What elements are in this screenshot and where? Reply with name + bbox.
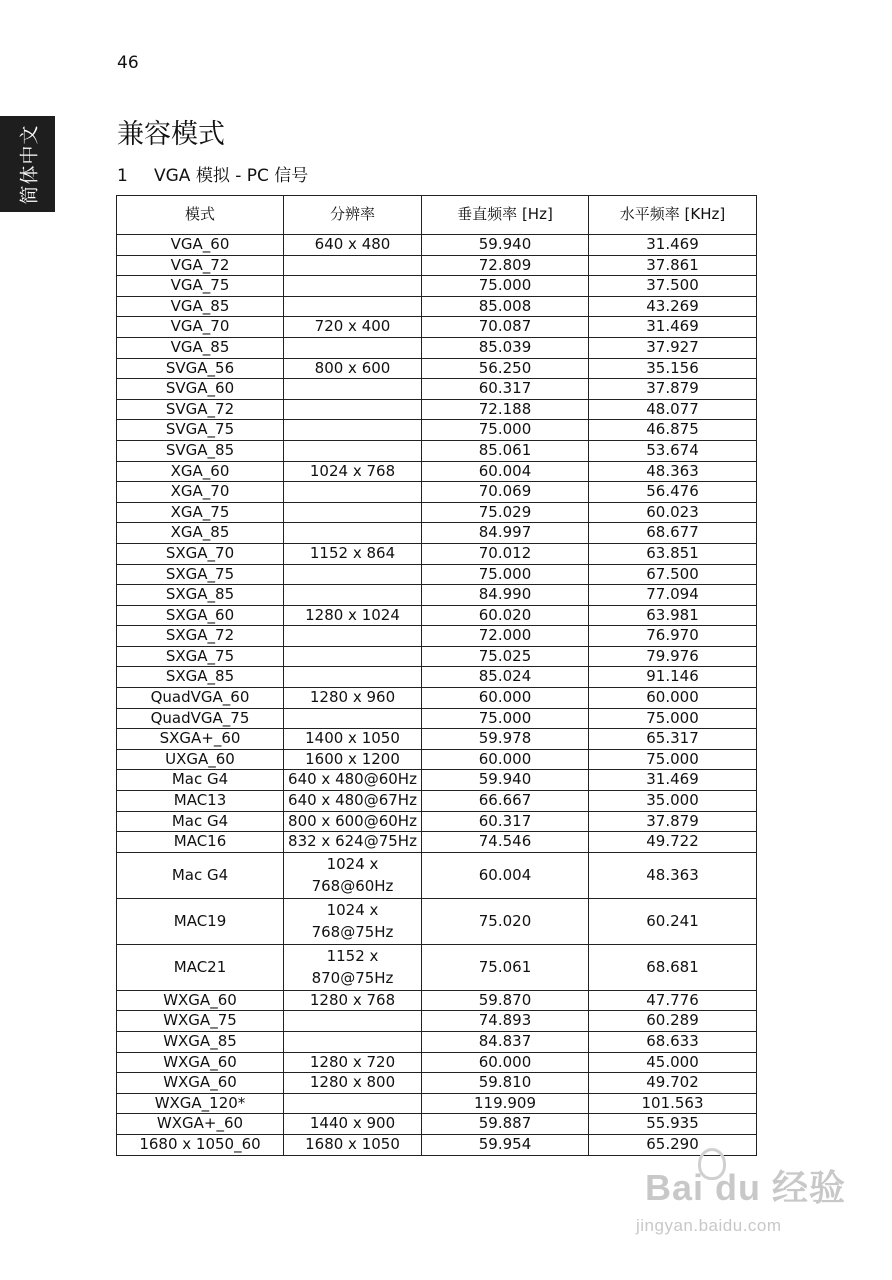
cell-horizontal-frequency: 47.776 bbox=[589, 990, 757, 1011]
cell-resolution bbox=[284, 379, 422, 400]
cell-resolution: 1280 x 768 bbox=[284, 990, 422, 1011]
cell-resolution: 1024 x 768 bbox=[284, 461, 422, 482]
table-row bbox=[117, 543, 757, 564]
cell-mode: SXGA_75 bbox=[117, 646, 284, 667]
cell-mode: WXGA_60 bbox=[117, 1073, 284, 1094]
cell-vertical-frequency: 60.317 bbox=[422, 811, 589, 832]
cell-mode: SVGA_60 bbox=[117, 379, 284, 400]
cell-resolution: 1280 x 720 bbox=[284, 1052, 422, 1073]
cell-horizontal-frequency: 49.722 bbox=[589, 832, 757, 853]
table-row bbox=[117, 358, 757, 379]
cell-horizontal-frequency: 75.000 bbox=[589, 749, 757, 770]
cell-vertical-frequency: 85.024 bbox=[422, 667, 589, 688]
resolution-line-2: 870@75Hz bbox=[311, 969, 394, 988]
cell-horizontal-frequency: 76.970 bbox=[589, 626, 757, 647]
cell-vertical-frequency: 60.020 bbox=[422, 605, 589, 626]
subsection-number: 1 bbox=[117, 166, 128, 186]
table-row bbox=[117, 1032, 757, 1053]
cell-vertical-frequency: 85.061 bbox=[422, 440, 589, 461]
table-row bbox=[117, 852, 757, 898]
table-row bbox=[117, 708, 757, 729]
cell-horizontal-frequency: 48.077 bbox=[589, 399, 757, 420]
cell-resolution: 720 x 400 bbox=[284, 317, 422, 338]
cell-vertical-frequency: 60.000 bbox=[422, 749, 589, 770]
cell-mode: SXGA+_60 bbox=[117, 729, 284, 750]
cell-resolution: 800 x 600 bbox=[284, 358, 422, 379]
resolution-line-1: 1024 x bbox=[326, 900, 379, 919]
cell-horizontal-frequency: 67.500 bbox=[589, 564, 757, 585]
cell-resolution bbox=[284, 440, 422, 461]
cell-mode: SXGA_75 bbox=[117, 564, 284, 585]
cell-mode: SVGA_75 bbox=[117, 420, 284, 441]
subsection-heading bbox=[117, 161, 308, 186]
table-row bbox=[117, 317, 757, 338]
table-row bbox=[117, 1093, 757, 1114]
table-row bbox=[117, 832, 757, 853]
subsection-title: VGA 模拟 - PC 信号 bbox=[154, 166, 309, 186]
cell-resolution: 640 x 480@67Hz bbox=[284, 791, 422, 812]
table-row bbox=[117, 482, 757, 503]
cell-vertical-frequency: 84.837 bbox=[422, 1032, 589, 1053]
cell-vertical-frequency: 75.000 bbox=[422, 420, 589, 441]
cell-vertical-frequency: 59.887 bbox=[422, 1114, 589, 1135]
cell-vertical-frequency: 84.990 bbox=[422, 585, 589, 606]
cell-mode: VGA_70 bbox=[117, 317, 284, 338]
cell-horizontal-frequency: 37.500 bbox=[589, 276, 757, 297]
cell-vertical-frequency: 59.954 bbox=[422, 1134, 589, 1155]
cell-resolution bbox=[284, 1011, 422, 1032]
cell-horizontal-frequency: 35.156 bbox=[589, 358, 757, 379]
cell-vertical-frequency: 59.810 bbox=[422, 1073, 589, 1094]
cell-horizontal-frequency: 68.633 bbox=[589, 1032, 757, 1053]
compatibility-table bbox=[116, 195, 757, 1156]
table-row bbox=[117, 337, 757, 358]
cell-mode: Mac G4 bbox=[117, 852, 284, 898]
cell-vertical-frequency: 59.870 bbox=[422, 990, 589, 1011]
cell-horizontal-frequency: 79.976 bbox=[589, 646, 757, 667]
table-row bbox=[117, 420, 757, 441]
table-row bbox=[117, 898, 757, 944]
cell-resolution bbox=[284, 585, 422, 606]
cell-horizontal-frequency: 49.702 bbox=[589, 1073, 757, 1094]
cell-resolution bbox=[284, 944, 422, 990]
table-row bbox=[117, 646, 757, 667]
cell-vertical-frequency: 85.008 bbox=[422, 296, 589, 317]
cell-resolution: 1152 x 864 bbox=[284, 543, 422, 564]
cell-horizontal-frequency: 53.674 bbox=[589, 440, 757, 461]
cell-resolution bbox=[284, 276, 422, 297]
cell-mode: VGA_75 bbox=[117, 276, 284, 297]
cell-vertical-frequency: 70.069 bbox=[422, 482, 589, 503]
table-row bbox=[117, 1011, 757, 1032]
cell-vertical-frequency: 72.000 bbox=[422, 626, 589, 647]
cell-vertical-frequency: 60.317 bbox=[422, 379, 589, 400]
cell-mode: WXGA_60 bbox=[117, 990, 284, 1011]
cell-mode: WXGA_120* bbox=[117, 1093, 284, 1114]
cell-resolution: 800 x 600@60Hz bbox=[284, 811, 422, 832]
cell-resolution: 1280 x 960 bbox=[284, 688, 422, 709]
cell-mode: WXGA+_60 bbox=[117, 1114, 284, 1135]
cell-mode: UXGA_60 bbox=[117, 749, 284, 770]
cell-horizontal-frequency: 31.469 bbox=[589, 770, 757, 791]
cell-resolution bbox=[284, 482, 422, 503]
cell-resolution bbox=[284, 1093, 422, 1114]
cell-vertical-frequency: 66.667 bbox=[422, 791, 589, 812]
cell-resolution: 1280 x 1024 bbox=[284, 605, 422, 626]
cell-horizontal-frequency: 65.290 bbox=[589, 1134, 757, 1155]
cell-mode: SVGA_72 bbox=[117, 399, 284, 420]
cell-resolution: 1600 x 1200 bbox=[284, 749, 422, 770]
cell-mode: 1680 x 1050_60 bbox=[117, 1134, 284, 1155]
cell-horizontal-frequency: 37.879 bbox=[589, 379, 757, 400]
cell-resolution bbox=[284, 502, 422, 523]
baidu-jingyan-watermark bbox=[636, 1146, 846, 1242]
table-row bbox=[117, 791, 757, 812]
table-row bbox=[117, 502, 757, 523]
table-row bbox=[117, 564, 757, 585]
cell-vertical-frequency: 56.250 bbox=[422, 358, 589, 379]
cell-vertical-frequency: 75.000 bbox=[422, 564, 589, 585]
resolution-line-1: 1152 x bbox=[326, 946, 379, 965]
cell-horizontal-frequency: 35.000 bbox=[589, 791, 757, 812]
cell-horizontal-frequency: 45.000 bbox=[589, 1052, 757, 1073]
section-title: 兼容模式 bbox=[117, 119, 225, 150]
table-row bbox=[117, 440, 757, 461]
cell-vertical-frequency: 85.039 bbox=[422, 337, 589, 358]
header-resolution: 分辨率 bbox=[284, 196, 422, 235]
cell-resolution bbox=[284, 255, 422, 276]
cell-resolution: 640 x 480@60Hz bbox=[284, 770, 422, 791]
cell-vertical-frequency: 75.029 bbox=[422, 502, 589, 523]
cell-mode: VGA_72 bbox=[117, 255, 284, 276]
cell-resolution: 640 x 480 bbox=[284, 235, 422, 256]
cell-horizontal-frequency: 60.241 bbox=[589, 898, 757, 944]
cell-horizontal-frequency: 68.677 bbox=[589, 523, 757, 544]
cell-horizontal-frequency: 60.000 bbox=[589, 688, 757, 709]
table-header-row bbox=[117, 196, 757, 235]
cell-vertical-frequency: 75.061 bbox=[422, 944, 589, 990]
table-row bbox=[117, 990, 757, 1011]
cell-vertical-frequency: 75.025 bbox=[422, 646, 589, 667]
cell-vertical-frequency: 74.893 bbox=[422, 1011, 589, 1032]
cell-horizontal-frequency: 60.023 bbox=[589, 502, 757, 523]
cell-mode: SXGA_72 bbox=[117, 626, 284, 647]
table-row bbox=[117, 296, 757, 317]
cell-resolution: 1400 x 1050 bbox=[284, 729, 422, 750]
cell-horizontal-frequency: 31.469 bbox=[589, 235, 757, 256]
cell-vertical-frequency: 84.997 bbox=[422, 523, 589, 544]
cell-vertical-frequency: 59.940 bbox=[422, 235, 589, 256]
cell-mode: SXGA_70 bbox=[117, 543, 284, 564]
cell-horizontal-frequency: 77.094 bbox=[589, 585, 757, 606]
cell-resolution bbox=[284, 708, 422, 729]
cell-horizontal-frequency: 43.269 bbox=[589, 296, 757, 317]
cell-vertical-frequency: 119.909 bbox=[422, 1093, 589, 1114]
cell-mode: VGA_60 bbox=[117, 235, 284, 256]
cell-vertical-frequency: 74.546 bbox=[422, 832, 589, 853]
cell-horizontal-frequency: 101.563 bbox=[589, 1093, 757, 1114]
cell-vertical-frequency: 60.000 bbox=[422, 1052, 589, 1073]
cell-vertical-frequency: 75.020 bbox=[422, 898, 589, 944]
cell-vertical-frequency: 59.978 bbox=[422, 729, 589, 750]
table-row bbox=[117, 276, 757, 297]
table-row bbox=[117, 585, 757, 606]
table-row bbox=[117, 1114, 757, 1135]
cell-resolution: 1280 x 800 bbox=[284, 1073, 422, 1094]
cell-mode: SXGA_85 bbox=[117, 667, 284, 688]
cell-mode: XGA_70 bbox=[117, 482, 284, 503]
cell-horizontal-frequency: 91.146 bbox=[589, 667, 757, 688]
cell-horizontal-frequency: 37.927 bbox=[589, 337, 757, 358]
header-mode: 模式 bbox=[117, 196, 284, 235]
language-side-tab bbox=[0, 116, 55, 212]
cell-resolution bbox=[284, 523, 422, 544]
cell-mode: MAC21 bbox=[117, 944, 284, 990]
watermark-logo: Bai du 经验 bbox=[644, 1167, 846, 1208]
table-row bbox=[117, 770, 757, 791]
table-row bbox=[117, 255, 757, 276]
table-row bbox=[117, 235, 757, 256]
cell-resolution: 1680 x 1050 bbox=[284, 1134, 422, 1155]
cell-mode: SVGA_56 bbox=[117, 358, 284, 379]
table-row bbox=[117, 688, 757, 709]
cell-vertical-frequency: 59.940 bbox=[422, 770, 589, 791]
cell-horizontal-frequency: 55.935 bbox=[589, 1114, 757, 1135]
cell-resolution bbox=[284, 852, 422, 898]
table-row bbox=[117, 605, 757, 626]
cell-vertical-frequency: 70.012 bbox=[422, 543, 589, 564]
cell-mode: MAC16 bbox=[117, 832, 284, 853]
table-row bbox=[117, 523, 757, 544]
header-vertical-frequency: 垂直频率 [Hz] bbox=[422, 196, 589, 235]
cell-mode: SXGA_85 bbox=[117, 585, 284, 606]
cell-resolution bbox=[284, 564, 422, 585]
cell-horizontal-frequency: 68.681 bbox=[589, 944, 757, 990]
cell-horizontal-frequency: 65.317 bbox=[589, 729, 757, 750]
cell-resolution bbox=[284, 646, 422, 667]
cell-horizontal-frequency: 48.363 bbox=[589, 461, 757, 482]
cell-horizontal-frequency: 37.861 bbox=[589, 255, 757, 276]
cell-horizontal-frequency: 63.851 bbox=[589, 543, 757, 564]
cell-horizontal-frequency: 75.000 bbox=[589, 708, 757, 729]
cell-vertical-frequency: 70.087 bbox=[422, 317, 589, 338]
table-row bbox=[117, 1052, 757, 1073]
cell-mode: Mac G4 bbox=[117, 811, 284, 832]
cell-resolution bbox=[284, 1032, 422, 1053]
cell-resolution bbox=[284, 667, 422, 688]
cell-horizontal-frequency: 48.363 bbox=[589, 852, 757, 898]
cell-resolution bbox=[284, 296, 422, 317]
table-row bbox=[117, 379, 757, 400]
cell-vertical-frequency: 72.188 bbox=[422, 399, 589, 420]
cell-resolution bbox=[284, 626, 422, 647]
cell-mode: WXGA_60 bbox=[117, 1052, 284, 1073]
cell-resolution bbox=[284, 399, 422, 420]
side-tab-label: 简体中文 bbox=[18, 123, 41, 205]
cell-mode: WXGA_75 bbox=[117, 1011, 284, 1032]
cell-mode: XGA_85 bbox=[117, 523, 284, 544]
cell-mode: XGA_60 bbox=[117, 461, 284, 482]
header-horizontal-frequency: 水平频率 [KHz] bbox=[589, 196, 757, 235]
table-row bbox=[117, 944, 757, 990]
cell-horizontal-frequency: 56.476 bbox=[589, 482, 757, 503]
cell-vertical-frequency: 72.809 bbox=[422, 255, 589, 276]
cell-mode: QuadVGA_75 bbox=[117, 708, 284, 729]
cell-resolution bbox=[284, 898, 422, 944]
cell-vertical-frequency: 75.000 bbox=[422, 276, 589, 297]
cell-resolution bbox=[284, 337, 422, 358]
cell-mode: VGA_85 bbox=[117, 337, 284, 358]
cell-mode: Mac G4 bbox=[117, 770, 284, 791]
cell-horizontal-frequency: 46.875 bbox=[589, 420, 757, 441]
cell-horizontal-frequency: 37.879 bbox=[589, 811, 757, 832]
cell-vertical-frequency: 60.000 bbox=[422, 688, 589, 709]
cell-mode: WXGA_85 bbox=[117, 1032, 284, 1053]
cell-vertical-frequency: 60.004 bbox=[422, 852, 589, 898]
resolution-line-1: 1024 x bbox=[326, 854, 379, 873]
cell-mode: SVGA_85 bbox=[117, 440, 284, 461]
resolution-line-2: 768@60Hz bbox=[311, 877, 394, 896]
cell-mode: XGA_75 bbox=[117, 502, 284, 523]
cell-horizontal-frequency: 60.289 bbox=[589, 1011, 757, 1032]
cell-resolution: 832 x 624@75Hz bbox=[284, 832, 422, 853]
table-row bbox=[117, 461, 757, 482]
cell-mode: QuadVGA_60 bbox=[117, 688, 284, 709]
cell-mode: MAC19 bbox=[117, 898, 284, 944]
cell-horizontal-frequency: 31.469 bbox=[589, 317, 757, 338]
cell-resolution: 1440 x 900 bbox=[284, 1114, 422, 1135]
table-row bbox=[117, 749, 757, 770]
cell-mode: SXGA_60 bbox=[117, 605, 284, 626]
table-row bbox=[117, 399, 757, 420]
cell-mode: MAC13 bbox=[117, 791, 284, 812]
cell-mode: VGA_85 bbox=[117, 296, 284, 317]
cell-resolution bbox=[284, 420, 422, 441]
resolution-line-2: 768@75Hz bbox=[311, 923, 394, 942]
cell-vertical-frequency: 60.004 bbox=[422, 461, 589, 482]
table-row bbox=[117, 811, 757, 832]
table-row bbox=[117, 667, 757, 688]
watermark-url: jingyan.baidu.com bbox=[636, 1216, 782, 1235]
page-number: 46 bbox=[117, 53, 139, 73]
table-row bbox=[117, 626, 757, 647]
cell-horizontal-frequency: 63.981 bbox=[589, 605, 757, 626]
table-body bbox=[117, 235, 757, 1156]
table-row bbox=[117, 1073, 757, 1094]
table-row bbox=[117, 729, 757, 750]
cell-vertical-frequency: 75.000 bbox=[422, 708, 589, 729]
